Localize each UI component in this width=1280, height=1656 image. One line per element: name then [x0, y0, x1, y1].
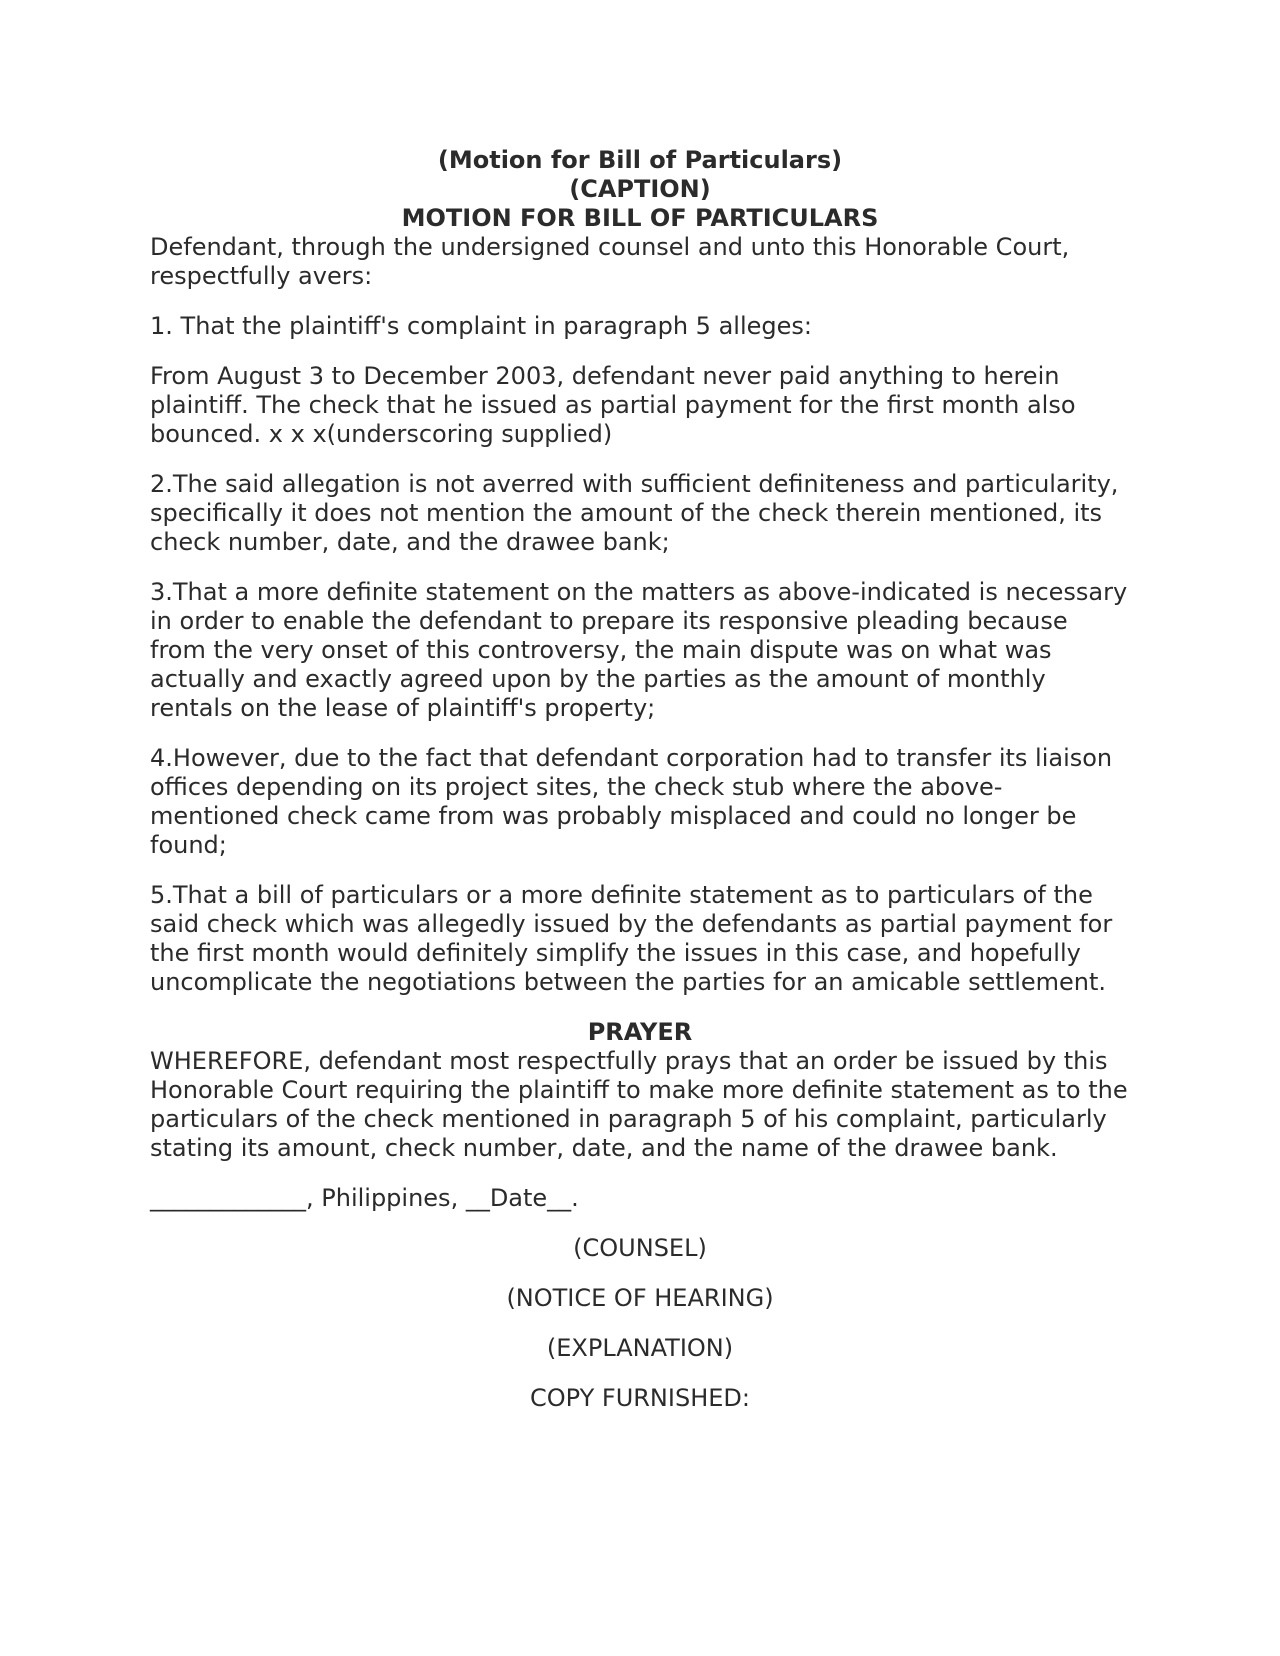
intro-paragraph: Defendant, through the undersigned counsel and unto this Honorable Court, respectfully avers: — [150, 233, 1070, 290]
document-title: MOTION FOR BILL OF PARTICULARS — [401, 204, 879, 232]
paragraph-1: 1. That the plaintiff's complaint in paragraph 5 alleges: — [150, 312, 812, 340]
counsel-line: (COUNSEL) — [573, 1234, 707, 1262]
explanation-line: (EXPLANATION) — [546, 1334, 734, 1362]
header-motion-type: (Motion for Bill of Particulars) — [437, 146, 843, 174]
prayer-heading: PRAYER — [587, 1018, 693, 1046]
header-caption: (CAPTION) — [569, 175, 711, 203]
paragraph-5: 5.That a bill of particulars or a more definite statement as to particulars of the said check which was allegedly issued by the defendants as partial payment for the first month would definitely simplify the issues in this case, and hopefully uncomplicate the negotiations between the parties for an amicable settlement. — [150, 881, 1113, 996]
place-date-line: _____________, Philippines, __Date__. — [150, 1184, 579, 1212]
document-header — [150, 146, 1130, 233]
quoted-allegation: From August 3 to December 2003, defendant never paid anything to herein plaintiff. The check that he issued as partial payment for the first month also bounced. x x x(underscoring supplied) — [150, 362, 1076, 448]
paragraph-2: 2.The said allegation is not averred with sufficient definiteness and particularity, specifically it does not mention the amount of the check therein mentioned, its check number, date, and the drawee bank; — [150, 470, 1119, 556]
paragraph-3: 3.That a more definite statement on the matters as above-indicated is necessary in order to enable the defendant to prepare its responsive pleading because from the very onset of this controversy, the main dispute was on what was actually and exactly agreed upon by the parties as the amount of monthly rentals on the lease of plaintiff's property; — [150, 578, 1128, 722]
paragraph-4: 4.However, due to the fact that defendant corporation had to transfer its liaison offices depending on its project sites, the check stub where the above-mentioned check came from was probably misplaced and could no longer be found; — [150, 744, 1113, 859]
document-body — [150, 146, 1130, 1413]
notice-of-hearing-line: (NOTICE OF HEARING) — [506, 1284, 774, 1312]
prayer-text: WHEREFORE, defendant most respectfully prays that an order be issued by this Honorable Court requiring the plaintiff to make more definite statement as to the particulars of the check mentioned in paragraph 5 of his complaint, particularly stating its amount, check number, date, and the name of the drawee bank. — [150, 1047, 1128, 1162]
copy-furnished-line: COPY FURNISHED: — [530, 1384, 750, 1412]
